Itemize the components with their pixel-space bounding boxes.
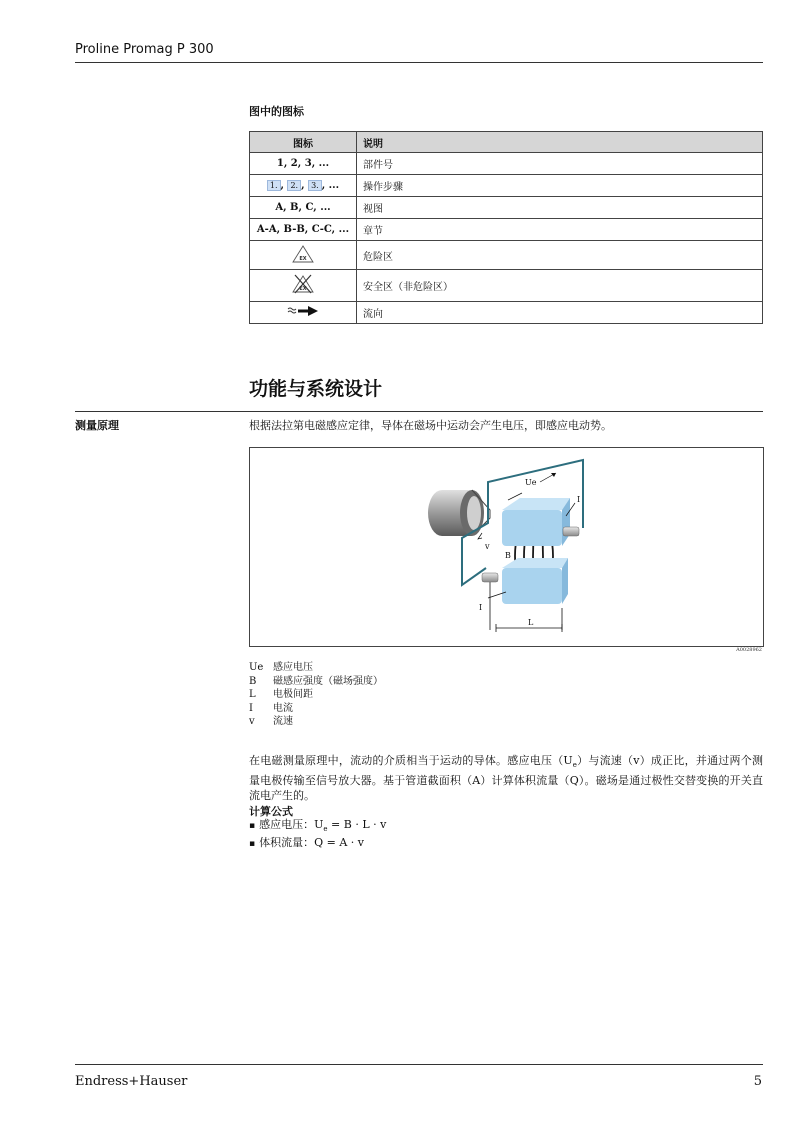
figure-code: A0028962	[736, 647, 762, 653]
description-cell: 章节	[357, 219, 763, 241]
legend-key: I	[249, 702, 253, 714]
legend-key: Ue	[249, 662, 264, 673]
figure-illustration	[250, 448, 763, 646]
legend-key: v	[249, 716, 255, 727]
electrode-left	[482, 573, 498, 582]
description-cell: 危险区	[357, 241, 763, 270]
formula-1-sub: e	[323, 825, 328, 834]
page-header-title: Proline Promag P 300	[75, 42, 214, 57]
label-i-right: I	[577, 495, 581, 504]
table-row	[250, 153, 763, 175]
col-header-description: 说明	[357, 132, 763, 153]
page-number: 5	[753, 1074, 762, 1089]
symbol-cell	[250, 270, 357, 302]
legend-text: 电极间距	[273, 689, 313, 700]
formula-list	[249, 818, 386, 851]
step-separator: ,	[280, 180, 288, 191]
formula-item	[249, 836, 386, 851]
description-cell: 部件号	[357, 153, 763, 175]
label-ue: Ue	[525, 478, 537, 487]
section-title: 功能与系统设计	[249, 378, 383, 400]
label-l: L	[528, 618, 534, 627]
legend-key: L	[249, 689, 256, 700]
header-rule	[75, 62, 763, 63]
description-cell: 视图	[357, 197, 763, 219]
upper-magnet	[502, 498, 570, 546]
paragraph-part1: 在电磁测量原理中，流动的介质相当于运动的导体。感应电压（U	[249, 754, 573, 767]
legend-text: 电流	[273, 702, 293, 714]
legend-text: 磁感应强度（磁场强度）	[273, 675, 383, 687]
formula-1-prefix: 感应电压：U	[259, 818, 324, 831]
symbol-cell: 1, 2, 3, ...	[250, 153, 357, 175]
table-row	[250, 219, 763, 241]
description-cell: 安全区（非危险区）	[357, 270, 763, 302]
legend-key: B	[249, 675, 257, 687]
table-header-row	[250, 132, 763, 153]
label-b: B	[505, 551, 511, 560]
step-tail: , ...	[321, 180, 340, 191]
principle-paragraph	[249, 753, 763, 803]
step-number-badge: 3.	[308, 180, 322, 191]
intro-text: 根据法拉第电磁感应定律，导体在磁场中运动会产生电压，即感应电动势。	[249, 419, 612, 432]
legend-item	[249, 702, 383, 716]
legend-text: 流速	[273, 716, 293, 727]
paragraph-part2: ）与流速（v）成正比，并通过两个测量电极传输至信号放大器。基于管道截面积（A）计算体积流量（Q）。磁场是通过极性交替变换的开关直流电产生的。	[249, 754, 763, 803]
formula-2: 体积流量：Q = A · v	[259, 836, 364, 850]
formula-1-rest: = B · L · v	[327, 818, 387, 831]
description-cell: 操作步骤	[357, 175, 763, 197]
symbol-cell: A-A, B-B, C-C, ...	[250, 219, 357, 241]
table-row	[250, 241, 763, 270]
lower-magnet	[502, 558, 568, 604]
footer-brand: Endress+Hauser	[75, 1074, 188, 1089]
step-separator: ,	[301, 180, 309, 191]
legend-item	[249, 661, 383, 675]
description-cell: 流向	[357, 302, 763, 324]
flow-direction-icon	[287, 306, 319, 316]
symbol-cell	[250, 175, 357, 197]
footer-rule	[75, 1064, 763, 1065]
safe-area-icon	[292, 274, 314, 294]
symbols-caption: 图中的图标	[249, 105, 304, 118]
symbols-table	[249, 131, 763, 324]
table-row	[250, 270, 763, 302]
figure-legend	[249, 661, 383, 729]
col-header-symbol: 图标	[250, 132, 357, 153]
step-number-badge: 2.	[287, 180, 301, 191]
label-i-left: I	[479, 603, 483, 612]
table-row	[250, 197, 763, 219]
step-number-badge: 1.	[267, 180, 281, 191]
ex-label: EX	[299, 255, 307, 262]
side-label: 测量原理	[75, 419, 119, 432]
formula-item	[249, 818, 386, 836]
legend-item	[249, 715, 383, 729]
table-row	[250, 302, 763, 324]
symbol-cell	[250, 241, 357, 270]
legend-item	[249, 688, 383, 702]
symbol-cell	[250, 302, 357, 324]
table-row	[250, 175, 763, 197]
pipe	[428, 490, 490, 536]
ex-label: EX	[299, 286, 307, 292]
legend-text: 感应电压	[273, 662, 313, 673]
electrode-right	[563, 527, 579, 536]
label-v: v	[485, 542, 490, 551]
hazardous-area-icon	[292, 245, 314, 263]
legend-item	[249, 675, 383, 689]
paragraph-sub: e	[572, 761, 577, 770]
measuring-principle-figure	[249, 447, 764, 647]
symbol-cell: A, B, C, ...	[250, 197, 357, 219]
section-rule	[75, 411, 763, 412]
formulas-title: 计算公式	[249, 805, 293, 818]
